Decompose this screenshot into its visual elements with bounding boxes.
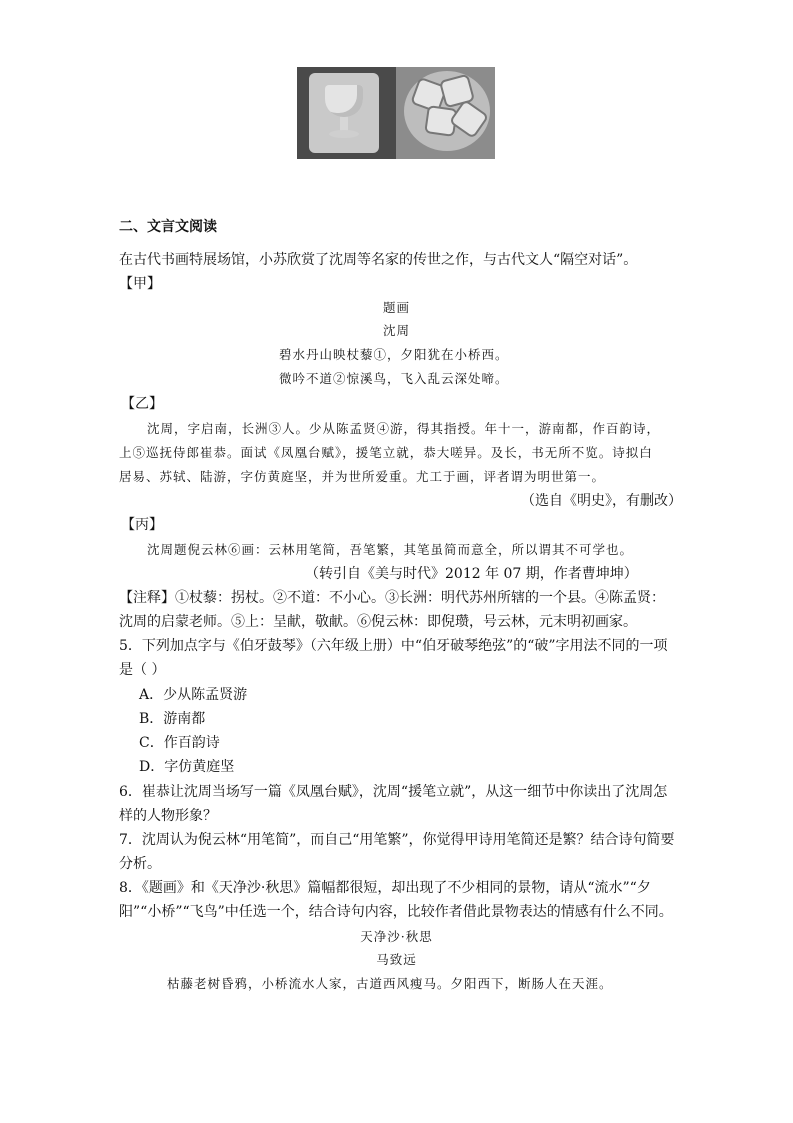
q5-line-1: 5．下列加点字与《伯牙鼓琴》（六年级上册）中“伯牙破琴绝弦”的“破”字用法不同的一项 (119, 638, 668, 654)
pastry-photo (396, 67, 495, 159)
bing-label: 【丙】 (121, 517, 163, 533)
yi-para-line-3: 居易、苏轼、陆游，字仿黄庭坚，并为世所爱重。尤工于画，评者谓为明世第一。 (119, 469, 606, 484)
jia-label: 【甲】 (119, 276, 161, 292)
q8-line-2: 阳”“小桥”“飞鸟”中任选一个，结合诗句内容，比较作者借此景物表达的情感有什么不同。 (119, 904, 673, 920)
q6-line-2: 样的人物形象？ (119, 808, 217, 824)
q7-line-1: 7．沈周认为倪云林“用笔简”，而自己“用笔繁”，你觉得甲诗用笔简还是繁？结合诗句简要 (119, 832, 675, 848)
section-title: 二、文言文阅读 (119, 219, 217, 235)
bing-text: 沈周题倪云林⑥画：云林用笔简，吾笔繁，其笔虽简而意全，所以谓其不可学也。 (147, 542, 634, 557)
notes-line-2: 沈周的启蒙老师。⑤上：呈献，敬献。⑥倪云林：即倪瓒，号云林，元末明初画家。 (119, 614, 637, 630)
q5-option-d: D．字仿黄庭坚 (139, 759, 235, 775)
cup-photo (297, 67, 396, 159)
poem2-author: 马致远 (376, 952, 417, 967)
yi-para-line-2: 上⑤巡抚侍郎崔恭。面试《凤凰台赋》，援笔立就，恭大嗟异。及长，书无所不览。诗拟白 (119, 445, 653, 460)
poem-line-1: 碧水丹山映杖藜①，夕阳犹在小桥西。 (279, 347, 509, 362)
artifact-photos (297, 67, 496, 159)
yi-label: 【乙】 (121, 396, 163, 412)
poem-author: 沈周 (382, 323, 410, 338)
q5-option-b: B．游南都 (139, 711, 206, 727)
poem2-title: 天净沙·秋思 (360, 929, 433, 944)
yi-para-line-1: 沈周，字启南，长洲③人。少从陈孟贤④游，得其指授。年十一，游南都，作百韵诗， (147, 421, 661, 436)
poem-title: 题画 (382, 300, 410, 315)
q5-option-c: C．作百韵诗 (139, 735, 220, 751)
q6-line-1: 6．崔恭让沈周当场写一篇《凤凰台赋》，沈周“援笔立就”，从这一细节中你读出了沈周怎 (119, 784, 668, 800)
bing-source: （转引自《美与时代》2012 年 07 期，作者曹坤坤） (305, 566, 638, 582)
poem-line-2: 微吟不道②惊溪鸟，飞入乱云深处啼。 (279, 371, 509, 386)
poem2-text: 枯藤老树昏鸦，小桥流水人家，古道西风瘦马。夕阳西下，断肠人在天涯。 (167, 976, 613, 991)
intro-text: 在古代书画特展场馆，小苏欣赏了沈周等名家的传世之作，与古代文人“隔空对话”。 (119, 252, 638, 268)
q5-option-a: A．少从陈孟贤游 (139, 687, 248, 703)
q8-line-1: 8．《题画》和《天净沙·秋思》篇幅都很短，却出现了不少相同的景物，请从“流水”“夕 (119, 880, 651, 896)
q7-line-2: 分析。 (119, 856, 161, 872)
q5-line-2: 是（ ） (119, 662, 166, 678)
notes-line-1: 【注释】①杖藜：拐杖。②不道：不小心。③长洲：明代苏州所辖的一个县。④陈孟贤： (119, 590, 665, 606)
yi-source: （选自《明史》，有删改） (521, 493, 682, 509)
